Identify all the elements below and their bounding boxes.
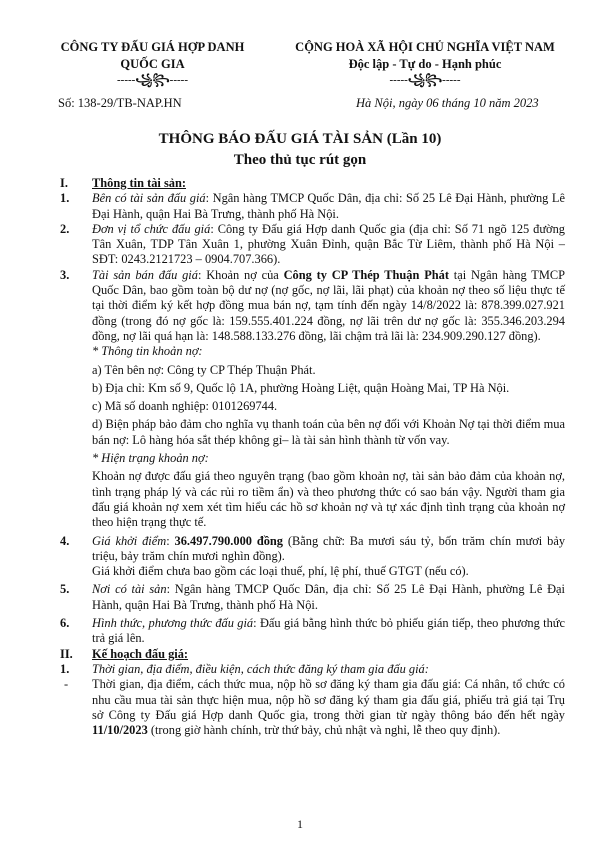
item-label: Nơi có tài sản	[92, 582, 167, 597]
item-body: : Đấu giá bằng hình thức bỏ phiếu gián tiếp, theo phương thức trả giá lên.	[92, 616, 565, 646]
item-text	[92, 191, 565, 222]
debt-status-caption: * Hiện trạng khoản nợ:	[92, 451, 209, 466]
item-label: Giá khởi điểm	[92, 533, 167, 548]
organization-header	[40, 39, 265, 87]
item-text	[92, 268, 565, 344]
org-name-line1: CÔNG TY ĐẤU GIÁ HỢP DANH	[60, 40, 245, 54]
debt-info-d: d) Biện pháp bảo đảm cho nghĩa vụ thanh toán của bên nợ đối với Khoản Nợ tại thời điểm mua bán nợ: Lô hàng hóa sắt thép không gỉ– là tài sản hình thành từ vốn vay.	[92, 417, 565, 447]
page-number: 1	[297, 817, 303, 831]
item-number: 6.	[60, 616, 70, 631]
item-separator: :	[166, 533, 175, 548]
item-body: : Công ty Đấu giá Hợp danh Quốc gia (địa chỉ: Số 71 ngõ 125 đường Tân Xuân, TDP Tân Xuân 1, phường Xuân Đỉnh, quận Bắc Từ Liêm, thành phố Hà Nội – SĐT: 0243.2121723 – 0904.707.366).	[92, 221, 565, 267]
org-ornament: -----꧁꧂-----	[117, 74, 188, 86]
list-item	[60, 222, 565, 268]
starting-price: 36.497.790.000 đồng	[174, 533, 284, 548]
item-body: Thời gian, địa điểm, cách thức mua, nộp hồ sơ đăng ký tham gia đấu giá: Cá nhân, tổ chức có nhu cầu mua tài sản thực hiện mua, nộp hồ sơ đăng ký tham gia đấu giá, phiếu trả giá tại Trụ sở Công ty Đấu giá Hợp danh Quốc gia, trong thời gian từ ngày thông báo đến hết ngày	[92, 677, 565, 722]
item-number: 5.	[60, 582, 70, 597]
list-item	[60, 268, 565, 344]
item-label: Thời gian, địa điểm, điều kiện, cách thức đăng ký tham gia đấu giá	[92, 661, 425, 676]
item-number: 4.	[60, 533, 70, 548]
item-number: 3.	[60, 267, 70, 282]
section-heading	[60, 176, 565, 191]
item-number: 2.	[60, 221, 70, 236]
registration-deadline: 11/10/2023	[92, 723, 148, 738]
document-subtitle: Theo thủ tục rút gọn	[233, 152, 367, 168]
section-title: Thông tin tài sản:	[92, 176, 186, 190]
document-body	[60, 176, 565, 738]
item-label: Đơn vị tổ chức đấu giá	[92, 221, 211, 236]
item-body: tại Ngân hàng TMCP Quốc Dân, bao gồm toàn bộ dư nợ (nợ gốc, nợ lãi, lãi phạt) của khoản nợ theo số liệu thực tế tại thời điểm ký kết hợp đồng mua bán nợ, tạm tính đến ngày 14/8/2022 là: 878.399.027.921 đồng (trong đó nợ gốc là: 159.555.401.224 đồng, nợ lãi trên dư nợ gốc là: 355.346.203.294 đồng, nợ lãi quá hạn là: 148.588.133.276 đồng, lãi chậm trả lãi là: 234.909.290.127 đồng).	[92, 267, 566, 343]
item-number: 1.	[60, 661, 70, 676]
price-note: Giá khởi điểm chưa bao gồm các loại thuế, phí, lệ phí, thuế GTGT (nếu có).	[92, 564, 469, 579]
item-number: 1.	[60, 191, 70, 206]
item-body: : Ngân hàng TMCP Quốc Dân, địa chỉ: Số 25 Lê Đại Hành, phường Lê Đại Hành, quận Hai Bà Trưng, thành phố Hà Nội.	[92, 582, 565, 612]
list-item	[60, 534, 565, 565]
list-item	[60, 677, 565, 738]
item-text	[92, 662, 565, 677]
debt-info-b: b) Địa chỉ: Km số 9, Quốc lộ 1A, phường Hoàng Liệt, quận Hoàng Mai, TP Hà Nội.	[92, 380, 510, 395]
debt-info-a: a) Tên bên nợ: Công ty CP Thép Thuận Phát.	[92, 362, 316, 377]
section-title: Kế hoạch đấu giá:	[92, 646, 189, 661]
list-item	[60, 191, 565, 222]
section-number: II.	[60, 646, 73, 661]
item-body: (trong giờ hành chính, trừ thứ bảy, chủ nhật và nghỉ, lễ theo quy định).	[147, 723, 501, 738]
document-title: THÔNG BÁO ĐẤU GIÁ TÀI SẢN (Lần 10)	[158, 131, 442, 147]
nation-motto: Độc lập - Tự do - Hạnh phúc	[348, 57, 502, 71]
item-text	[92, 582, 565, 613]
list-item	[60, 582, 565, 613]
item-text	[92, 677, 565, 738]
item-body: : Khoản nợ của	[197, 267, 284, 282]
item-text	[92, 534, 565, 565]
item-text	[92, 616, 565, 647]
issue-date: Hà Nội, ngày 06 tháng 10 năm 2023	[356, 96, 539, 110]
item-label: Hình thức, phương thức đấu giá	[92, 616, 254, 631]
section-heading	[60, 647, 565, 662]
debtor-company: Công ty CP Thép Thuận Phát	[283, 267, 449, 282]
debt-info-c: c) Mã số doanh nghiệp: 0101269744.	[92, 399, 278, 414]
org-name-line2: QUỐC GIA	[120, 57, 185, 71]
section-number: I.	[60, 176, 68, 190]
item-label: Bên có tài sản đấu giá	[92, 191, 206, 206]
item-body: : Ngân hàng TMCP Quốc Dân, địa chỉ: Số 25 Lê Đại Hành, phường Lê Đại Hành, quận Hai Bà Trưng, thành phố Hà Nội.	[92, 191, 565, 221]
list-item	[60, 662, 565, 677]
reference-number: Số: 138-29/TB-NAP.HN	[58, 96, 182, 110]
dash-marker: -	[64, 677, 69, 692]
list-item	[60, 616, 565, 647]
nation-name: CỘNG HOÀ XÃ HỘI CHỦ NGHĨA VIỆT NAM	[295, 40, 555, 54]
item-label: Tài sản bán đấu giá	[92, 267, 198, 282]
nation-ornament: -----꧁꧂-----	[389, 74, 461, 86]
item-label-tail: :	[424, 661, 429, 676]
item-body: (Bằng chữ: Ba mươi sáu tỷ, bốn trăm chín mươi bảy triệu, bảy trăm chín mươi nghìn đồng).	[92, 533, 566, 563]
debt-status-text: Khoản nợ được đấu giá theo nguyên trạng (bao gồm khoản nợ, tài sản bảo đảm của khoản nợ, tình trạng pháp lý và các rủi ro tiềm ẩn) và theo phương thức có sao bán vậy. Người tham gia đấu giá khoản nợ xem xét tìm hiểu các hồ sơ khoản nợ và tự xác định tình trạng của khoản nợ theo hiện trạng thực tế.	[92, 469, 565, 530]
nation-header	[280, 39, 570, 87]
debt-info-caption: * Thông tin khoản nợ:	[92, 344, 203, 359]
item-text	[92, 222, 565, 268]
